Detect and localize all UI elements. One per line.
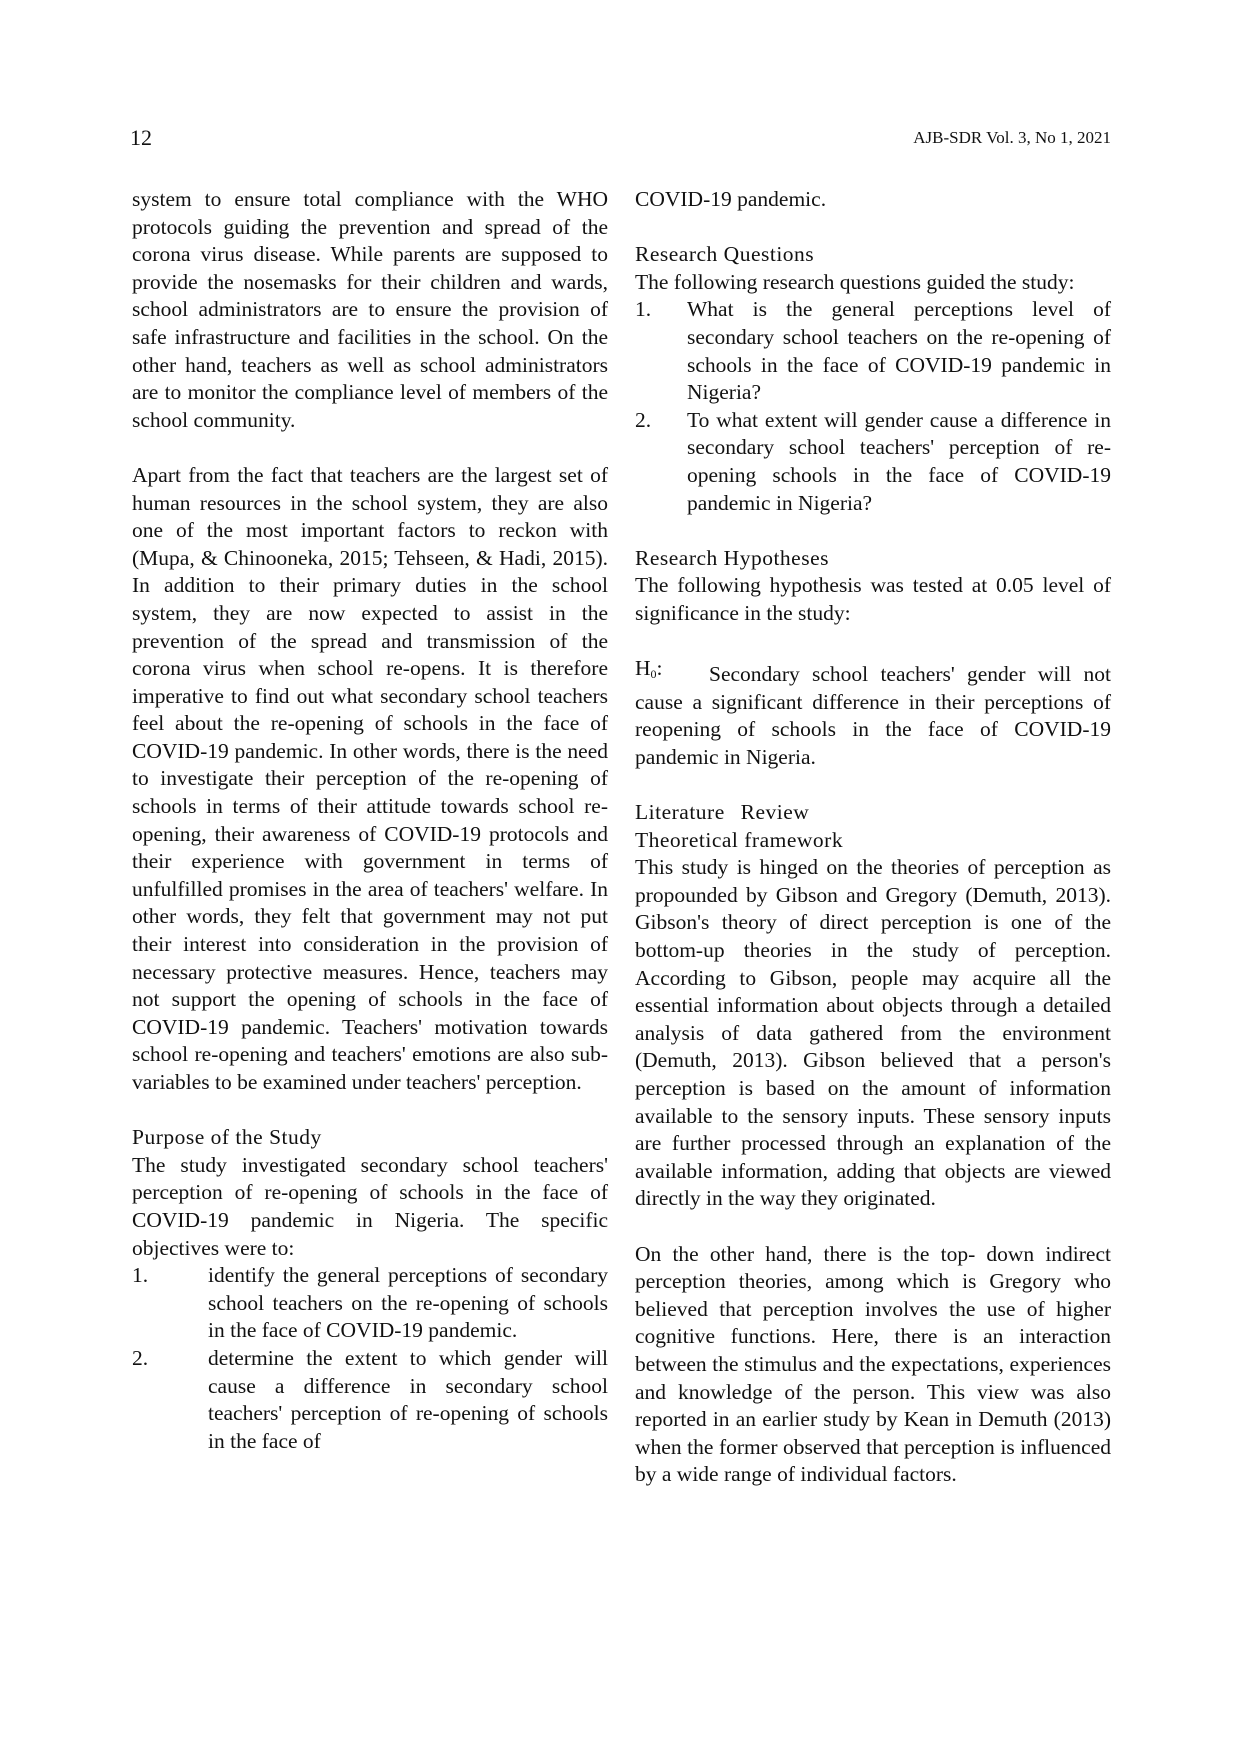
objective-text: determine the extent to which gender will cause a difference in secondary school teachers' perception of re-opening of schools in the face of [208, 1345, 608, 1453]
heading-theoretical-framework: Theoretical framework [635, 827, 844, 852]
paragraph-teachers-role: Apart from the fact that teachers are the largest set of human resources in the school system, they are also one of the most important factors to reckon with (Mupa, & Chinooneka, 2015; Tehseen, & Hadi, 2015). In addition to their primary duties in the school system, they are now expected to assist in the prevention of the spread and transmission of the corona virus when school re-opens. It is therefore imperative to find out what secondary school teachers feel about the re-opening of schools in the face of COVID-19 pandemic. In other words, there is the need to investigate their perception of the re-opening of schools in terms of their attitude towards school re-opening, their awareness of COVID-19 protocols and their experience with government in terms of unfulfilled promises in the area of teachers' welfare. In other words, they felt that government may not put their interest into consideration in the provision of necessary protective measures. Hence, teachers may not support the opening of schools in the face of COVID-19 pandemic. Teachers' motivation towards school re-opening and teachers' emotions are also sub-variables to be examined under teachers' perception. [132, 462, 608, 1094]
paragraph-purpose: The study investigated secondary school teachers' perception of re-opening of schools in the face of COVID-19 pandemic in Nigeria. The specific objectives were to: [132, 1152, 608, 1260]
heading-research-hypotheses: Research Hypotheses [635, 545, 829, 570]
question-number: 2. [635, 407, 652, 432]
hypothesis-full-text: Secondary school teachers' gender will not cause a significant difference in their perceptions of reopening of schools in the face of COVID-19 pandemic in Nigeria. [635, 662, 1111, 769]
hypothesis-label: $H_0$: [635, 656, 663, 682]
paragraph-theory-gregory: On the other hand, there is the top- down indirect perception theories, among which is Gregory who believed that perception involves the use of higher cognitive functions. Here, there is an interaction between the stimulus and the expectations, experiences and knowledge of the person. This view was also reported in an earlier study by Kean in Demuth (2013) when the former observed that perception is influenced by a wide range of individual factors. [635, 1241, 1111, 1487]
objective-text: identify the general perceptions of secondary school teachers on the re-opening of schools in the face of COVID-19 pandemic. [208, 1263, 608, 1343]
heading-research-questions: Research Questions [635, 242, 815, 267]
right-column [635, 186, 1111, 1489]
paragraph-continuation: COVID-19 pandemic. [635, 187, 827, 211]
heading-literature-review: Literature Review [635, 800, 810, 825]
objectives-list [132, 1262, 608, 1455]
objective-item [132, 1345, 608, 1455]
objective-number: 1. [132, 1263, 149, 1288]
paragraph-rh-intro: The following hypothesis was tested at 0.05 level of significance in the study: [635, 573, 1111, 625]
question-number: 1. [635, 297, 652, 322]
running-head: AJB-SDR Vol. 3, No 1, 2021 [913, 128, 1111, 147]
question-text: To what extent will gender cause a difference in secondary school teachers' perception of re-opening schools in the face of COVID-19 pandemic in Nigeria? [687, 407, 1111, 515]
page-number: 12 [130, 125, 152, 150]
paragraph-rq-intro: The following research questions guided the study: [635, 269, 1075, 294]
question-item [635, 407, 1111, 517]
research-questions-list [635, 296, 1111, 517]
question-text: What is the general perceptions level of secondary school teachers on the re-opening of schools in the face of COVID-19 pandemic in Nigeria? [687, 297, 1111, 405]
left-column [132, 186, 608, 1455]
question-item [635, 296, 1111, 406]
objective-item [132, 1262, 608, 1345]
paragraph-theory-gibson: This study is hinged on the theories of perception as propounded by Gibson and Gregory (Demuth, 2013). Gibson's theory of direct perception is one of the bottom-up theories in the study of perception. According to Gibson, people may acquire all the essential information about objects through a detailed analysis of data gathered from the environment (Demuth, 2013). Gibson believed that a person's perception is based on the amount of information available to the sensory inputs. These sensory inputs are further processed through an explanation of the available information, adding that objects are viewed directly in the way they originated. [635, 855, 1111, 1211]
heading-purpose: Purpose of the Study [132, 1125, 322, 1150]
objective-number: 2. [132, 1345, 149, 1370]
paragraph-compliance: system to ensure total compliance with the WHO protocols guiding the prevention and spread of the corona virus disease. While parents are supposed to provide the nosemasks for their children and wards, school administrators are to ensure the provision of safe infrastructure and facilities in the school. On the other hand, teachers as well as school administrators are to monitor the compliance level of members of the school community. [132, 187, 608, 432]
